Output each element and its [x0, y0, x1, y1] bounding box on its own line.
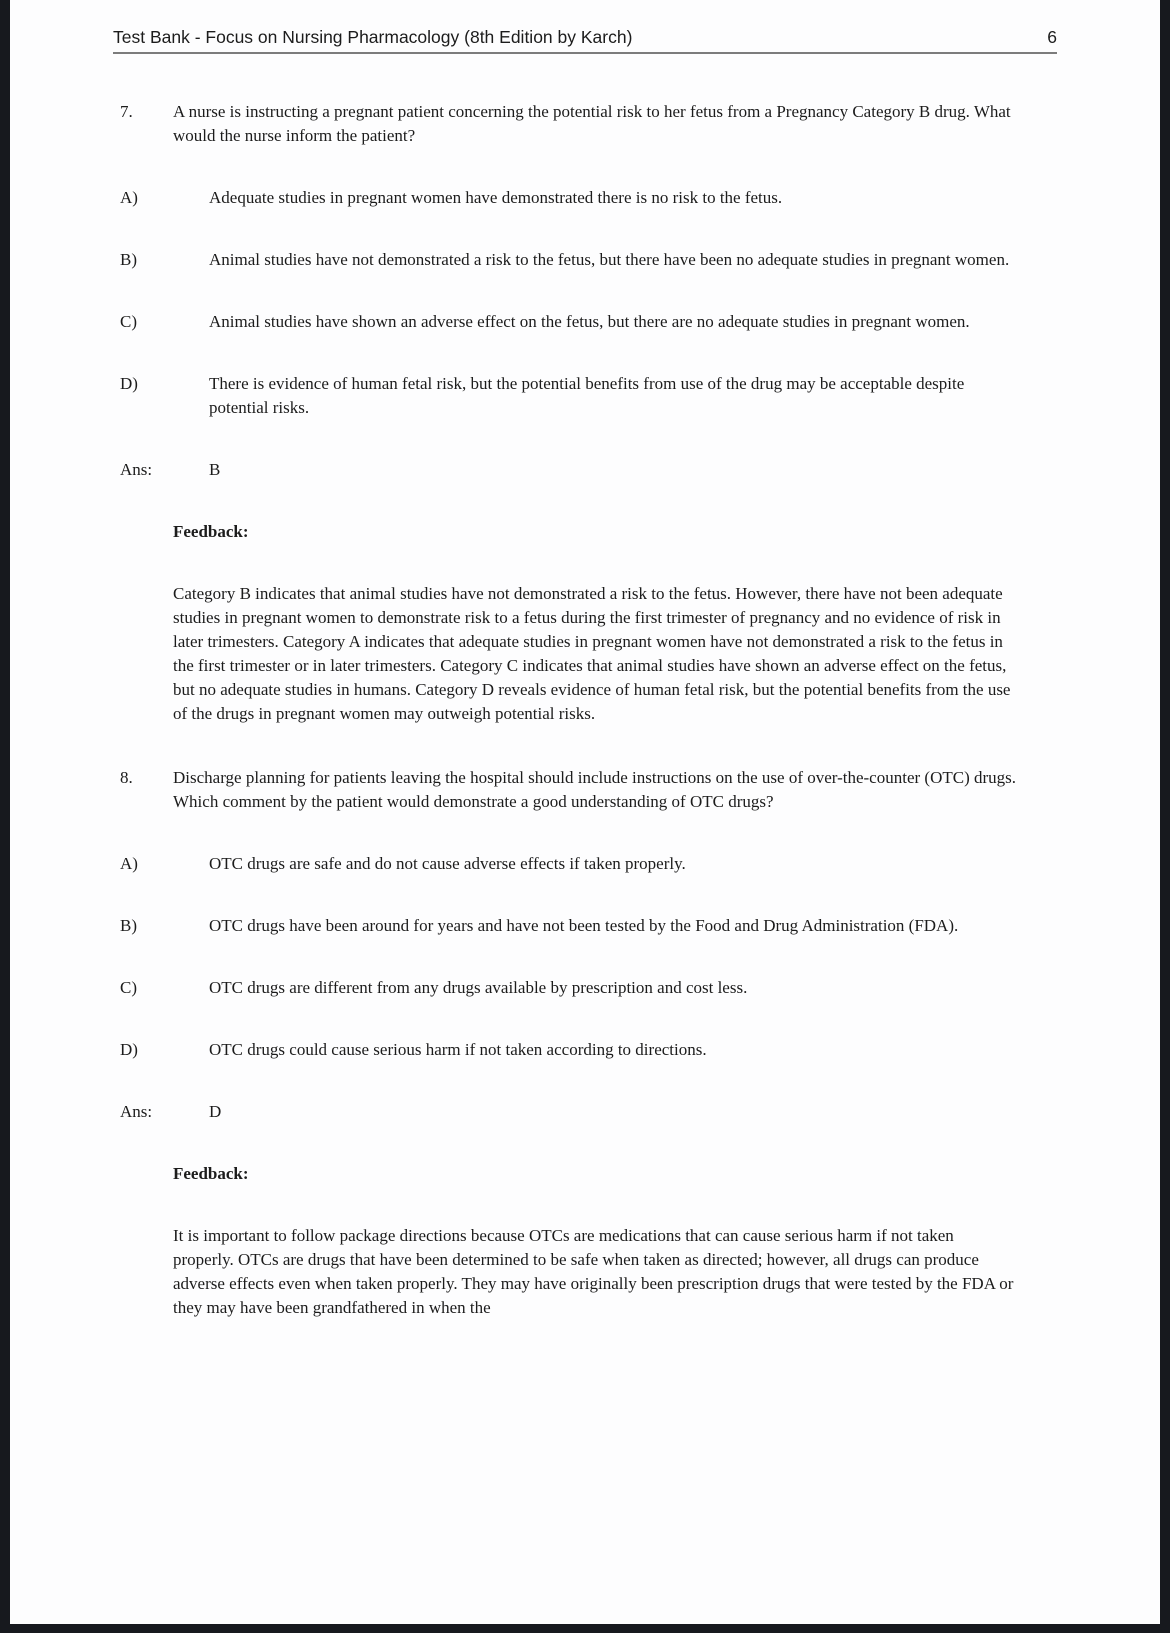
- page-content: [10, 0, 1160, 1320]
- option-letter: A): [120, 854, 138, 873]
- option-letter: D): [120, 374, 138, 393]
- document-page: [10, 0, 1160, 1624]
- question-number: 8.: [120, 768, 133, 787]
- answer-value: B: [209, 460, 221, 479]
- option-letter: D): [120, 1040, 138, 1059]
- question-stem: [120, 100, 1016, 148]
- option-text: OTC drugs are safe and do not cause adverse effects if taken properly.: [209, 854, 686, 873]
- option-text: OTC drugs have been around for years and have not been tested by the Food and Drug Administration (FDA).: [209, 916, 959, 935]
- header-title: Test Bank - Focus on Nursing Pharmacology (8th Edition by Karch): [113, 27, 633, 47]
- option-d: [120, 1038, 1016, 1062]
- question-text: A nurse is instructing a pregnant patient concerning the potential risk to her fetus from a Pregnancy Category B drug. What would the nurse inform the patient?: [173, 102, 1011, 145]
- feedback-heading: Feedback:: [173, 1164, 249, 1183]
- option-text: OTC drugs could cause serious harm if not taken according to directions.: [209, 1040, 707, 1059]
- option-c: [120, 976, 1016, 1000]
- option-text: Adequate studies in pregnant women have demonstrated there is no risk to the fetus.: [209, 188, 783, 207]
- answer-row: [120, 458, 1016, 482]
- option-a: [120, 186, 1016, 210]
- question-8: [120, 766, 1016, 1320]
- page-number: 6: [1047, 27, 1057, 47]
- question-7: [120, 100, 1016, 726]
- option-letter: A): [120, 188, 138, 207]
- question-stem: [120, 766, 1016, 814]
- answer-value: D: [209, 1102, 222, 1121]
- option-text: Animal studies have shown an adverse effect on the fetus, but there are no adequate studies in pregnant women.: [209, 312, 970, 331]
- option-d: [120, 372, 1016, 420]
- feedback-text: It is important to follow package directions because OTCs are medications that can cause serious harm if not taken properly. OTCs are drugs that have been determined to be safe when taken as directed; however, all drugs can produce adverse effects even when taken properly. They may have originally been prescription drugs that were tested by the FDA or they may have been grandfathered in when the: [173, 1226, 1014, 1317]
- option-text: OTC drugs are different from any drugs available by prescription and cost less.: [209, 978, 748, 997]
- question-number: 7.: [120, 102, 133, 121]
- option-letter: B): [120, 250, 137, 269]
- option-letter: C): [120, 978, 137, 997]
- option-letter: C): [120, 312, 137, 331]
- option-c: [120, 310, 1016, 334]
- answer-label: Ans:: [120, 460, 153, 479]
- option-letter: B): [120, 916, 137, 935]
- option-a: [120, 852, 1016, 876]
- answer-row: [120, 1100, 1016, 1124]
- answer-label: Ans:: [120, 1102, 153, 1121]
- question-text: Discharge planning for patients leaving the hospital should include instructions on the use of over-the-counter (OTC) drugs. Which comment by the patient would demonstrate a good understanding of OTC drugs?: [173, 768, 1017, 811]
- option-b: [120, 248, 1016, 272]
- option-text: There is evidence of human fetal risk, but the potential benefits from use of the drug may be acceptable despite potential risks.: [209, 374, 965, 417]
- feedback-heading: Feedback:: [173, 522, 249, 541]
- option-text: Animal studies have not demonstrated a risk to the fetus, but there have been no adequate studies in pregnant women.: [209, 250, 1010, 269]
- feedback-text: Category B indicates that animal studies have not demonstrated a risk to the fetus. However, there have not been adequate studies in pregnant women to demonstrate risk to a fetus during the first trimester of pregnancy and no evidence of risk in later trimesters. Category A indicates that adequate studies in pregnant women have not demonstrated a risk to the fetus in the first trimester or in later trimesters. Category C indicates that animal studies have shown an adverse effect on the fetus, but no adequate studies in humans. Category D reveals evidence of human fetal risk, but the potential benefits from the use of the drugs in pregnant women may outweigh potential risks.: [173, 584, 1011, 723]
- option-b: [120, 914, 1016, 938]
